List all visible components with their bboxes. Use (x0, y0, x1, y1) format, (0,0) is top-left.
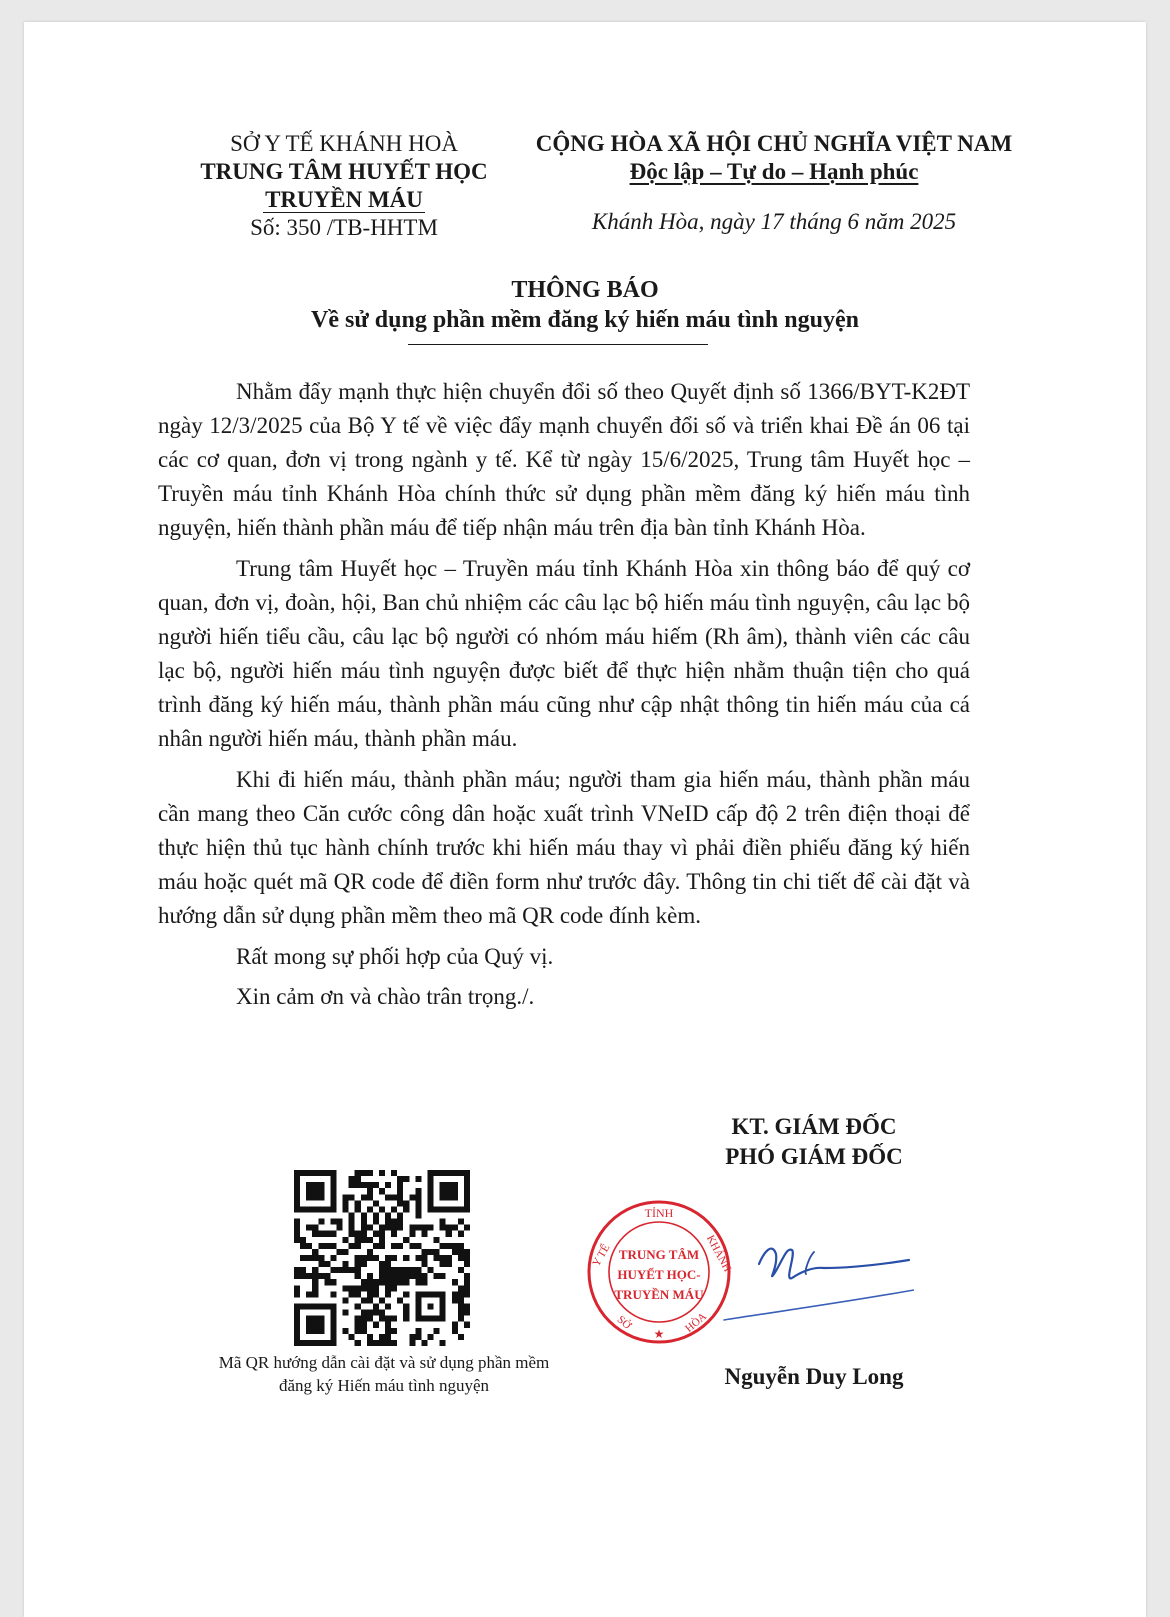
nation-name: CỘNG HÒA XÃ HỘI CHỦ NGHĨA VIỆT NAM (535, 131, 1013, 156)
agency-name: SỞ Y TẾ KHÁNH HOÀ (230, 131, 458, 156)
center-name-line2: TRUYỀN MÁU (265, 187, 423, 212)
document-page (24, 22, 1146, 1617)
document-title (24, 275, 1146, 335)
title-divider (408, 344, 708, 345)
national-header (524, 130, 1024, 236)
place-date: Khánh Hòa, ngày 17 tháng 6 năm 2025 (591, 209, 957, 234)
signer-role (684, 1112, 944, 1172)
closing-line-1: Rất mong sự phối hợp của Quý vị. (236, 944, 554, 969)
paragraph-1: Nhằm đẩy mạnh thực hiện chuyển đổi số theo Quyết định số 1366/BYT-K2ĐT ngày 12/3/2025 của Bộ Y tế về việc đẩy mạnh chuyển đổi số và triển khai Đề án 06 tại các cơ quan, đơn vị trong ngành y tế. Kể từ ngày 15/6/2025, Trung tâm Huyết học – Truyền máu tỉnh Khánh Hòa chính thức sử dụng phần mềm đăng ký hiến máu tình nguyện, hiến thành phần máu để tiếp nhận máu trên địa bàn tỉnh Khánh Hòa. (158, 379, 970, 540)
seal-left-text: Y TẾ (590, 1242, 613, 1269)
seal-line-2: HUYẾT HỌC- (617, 1267, 701, 1282)
issuer-header (179, 130, 509, 242)
signer-role-line1: KT. GIÁM ĐỐC (731, 1114, 897, 1139)
qr-caption-line2: đăng ký Hiến máu tình nguyện (278, 1376, 490, 1395)
official-seal (584, 1197, 734, 1347)
document-type: THÔNG BÁO (511, 277, 659, 303)
signer-name: Nguyễn Duy Long (724, 1364, 904, 1389)
seal-line-1: TRUNG TÂM (618, 1247, 700, 1262)
document-number: Số: 350 /TB-HHTM (250, 215, 438, 240)
seal-bottom-right-text: HÒA (683, 1310, 710, 1335)
qr-caption-line1: Mã QR hướng dẫn cài đặt và sử dụng phần mềm (218, 1353, 550, 1372)
national-motto: Độc lập – Tự do – Hạnh phúc (629, 159, 919, 184)
seal-right-text: KHÁNH (704, 1233, 734, 1274)
document-body (158, 375, 970, 1020)
seal-bottom-left-text: SỞ (614, 1313, 634, 1332)
qr-code[interactable] (294, 1170, 470, 1346)
qr-caption (164, 1351, 604, 1397)
document-subject: Về sử dụng phần mềm đăng ký hiến máu tình nguyện (311, 307, 859, 333)
seal-star-icon: ★ (653, 1327, 665, 1341)
closing-line-2: Xin cảm ơn và chào trân trọng./. (236, 984, 535, 1009)
center-name-line1: TRUNG TÂM HUYẾT HỌC (200, 159, 488, 184)
seal-top-text: TỈNH (644, 1206, 674, 1220)
paragraph-3: Khi đi hiến máu, thành phần máu; người tham gia hiến máu, thành phần máu cần mang theo Căn cước công dân hoặc xuất trình VNeID cấp độ 2 trên điện thoại để thực hiện thủ tục hành chính trước khi hiến máu thay vì phải điền phiếu đăng ký hiến máu hoặc quét mã QR code để điền form như trước đây. Thông tin chi tiết để cài đặt và hướng dẫn sử dụng phần mềm theo mã QR code đính kèm. (158, 767, 970, 928)
seal-line-3: TRUYỀN MÁU (614, 1287, 704, 1302)
signer-role-line2: PHÓ GIÁM ĐỐC (725, 1144, 903, 1169)
paragraph-2: Trung tâm Huyết học – Truyền máu tỉnh Khánh Hòa xin thông báo để quý cơ quan, đơn vị, đoàn, hội, Ban chủ nhiệm các câu lạc bộ hiến máu tình nguyện, câu lạc bộ người hiến tiểu cầu, câu lạc bộ người có nhóm máu hiếm (Rh âm), thành viên các câu lạc bộ, người hiến máu tình nguyện được biết để thực hiện nhằm thuận tiện cho quá trình đăng ký hiến máu, thành phần máu cũng như cập nhật thông tin hiến máu của cá nhân người hiến máu, thành phần máu. (158, 556, 970, 751)
